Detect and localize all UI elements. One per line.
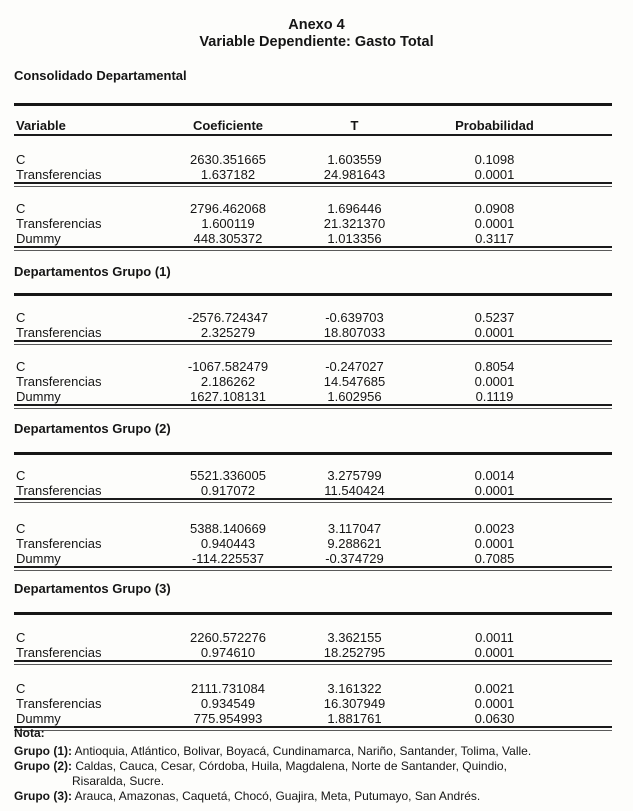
nota-item-grupo-2-continuation: Risaralda, Sucre. <box>72 774 165 788</box>
cell-t: 1.603559 <box>327 152 382 167</box>
block-separator-rule <box>14 660 612 665</box>
block-separator-rule <box>14 340 612 345</box>
cell-coeficiente: 2.186262 <box>200 374 256 389</box>
cell-variable: C <box>16 359 26 374</box>
nota-item-label: Grupo (3): <box>14 789 72 803</box>
cell-variable: C <box>16 310 26 325</box>
cell-t: 1.881761 <box>327 711 382 726</box>
cell-t: 3.362155 <box>327 630 382 645</box>
table-row <box>14 696 612 711</box>
column-header-coeficiente: Coeficiente <box>192 118 264 133</box>
document-title: Anexo 4 <box>288 17 345 33</box>
table-row <box>14 201 612 216</box>
table-row <box>14 681 612 696</box>
cell-variable: C <box>16 468 26 483</box>
document-subtitle: Variable Dependiente: Gasto Total <box>199 34 434 50</box>
cell-probabilidad: 0.0908 <box>474 201 515 216</box>
table-grupo-3 <box>14 612 612 731</box>
cell-t: 1.696446 <box>327 201 382 216</box>
header-rule <box>14 134 612 136</box>
cell-coeficiente: 775.954993 <box>193 711 263 726</box>
table-row <box>14 521 612 536</box>
cell-t: 18.807033 <box>323 325 386 340</box>
table-row <box>14 711 612 726</box>
table-bottom-rule <box>14 246 612 251</box>
cell-probabilidad: 0.0014 <box>474 468 515 483</box>
cell-coeficiente: -1067.582479 <box>187 359 269 374</box>
cell-variable: Transferencias <box>16 645 102 660</box>
cell-t: 11.540424 <box>324 483 385 498</box>
cell-variable: C <box>16 521 26 536</box>
cell-t: 14.547685 <box>323 374 386 389</box>
column-header-variable: Variable <box>16 118 66 133</box>
cell-probabilidad: 0.0021 <box>474 681 515 696</box>
cell-t: 9.288621 <box>327 536 382 551</box>
nota-item-grupo-3 <box>14 789 612 804</box>
cell-coeficiente: 448.305372 <box>193 231 263 246</box>
table-row <box>14 645 612 660</box>
section-heading-grupo-3: Departamentos Grupo (3) <box>14 581 171 596</box>
table-row <box>14 536 612 551</box>
block-separator-rule <box>14 498 612 503</box>
cell-variable: Transferencias <box>16 696 102 711</box>
cell-t: 3.275799 <box>327 468 382 483</box>
table-row <box>14 630 612 645</box>
cell-probabilidad: 0.0001 <box>474 325 515 340</box>
cell-variable: Dummy <box>16 711 61 726</box>
column-header-probabilidad: Probabilidad <box>455 118 534 133</box>
cell-coeficiente: 5388.140669 <box>190 521 266 536</box>
cell-t: 1.602956 <box>327 389 382 404</box>
table-row <box>14 310 612 325</box>
table-bottom-rule <box>14 566 612 571</box>
cell-probabilidad: 0.3117 <box>475 231 514 246</box>
cell-t: 16.307949 <box>323 696 386 711</box>
cell-probabilidad: 0.0001 <box>474 483 515 498</box>
cell-t: 3.161322 <box>327 681 382 696</box>
cell-t: 1.013356 <box>327 231 382 246</box>
cell-probabilidad: 0.8054 <box>474 359 515 374</box>
table-top-rule <box>14 103 612 106</box>
table-grupo-1 <box>14 293 612 409</box>
cell-t: 3.117047 <box>327 521 382 536</box>
cell-coeficiente: 0.940443 <box>200 536 256 551</box>
cell-probabilidad: 0.0630 <box>474 711 515 726</box>
cell-coeficiente: 2260.572276 <box>190 630 266 645</box>
cell-t: -0.247027 <box>325 359 384 374</box>
table-row <box>14 152 612 167</box>
cell-probabilidad: 0.1119 <box>475 389 514 404</box>
cell-variable: Transferencias <box>16 216 102 231</box>
cell-probabilidad: 0.5237 <box>474 310 515 325</box>
cell-probabilidad: 0.1098 <box>474 152 515 167</box>
table-bottom-rule <box>14 404 612 409</box>
cell-coeficiente: 2111.731084 <box>191 681 265 696</box>
table-top-rule <box>14 612 612 615</box>
cell-probabilidad: 0.0001 <box>474 696 515 711</box>
cell-probabilidad: 0.0001 <box>474 374 515 389</box>
cell-variable: Dummy <box>16 551 61 566</box>
cell-coeficiente: 2796.462068 <box>190 201 266 216</box>
table-row <box>14 167 612 182</box>
table-consolidado <box>14 103 612 251</box>
cell-variable: Dummy <box>16 389 61 404</box>
cell-probabilidad: 0.0001 <box>474 167 515 182</box>
cell-probabilidad: 0.7085 <box>474 551 515 566</box>
cell-t: 24.981643 <box>323 167 386 182</box>
nota-item-grupo-1 <box>14 744 612 759</box>
cell-variable: C <box>16 152 26 167</box>
column-header-t: T <box>350 118 359 133</box>
nota-item-text: Arauca, Amazonas, Caquetá, Chocó, Guajira, Meta, Putumayo, San Andrés. <box>74 789 481 803</box>
cell-coeficiente: -2576.724347 <box>187 310 269 325</box>
table-row <box>14 325 612 340</box>
table-grupo-2 <box>14 452 612 571</box>
cell-t: 18.252795 <box>323 645 386 660</box>
cell-coeficiente: 1.637182 <box>200 167 256 182</box>
table-header-row <box>14 118 612 134</box>
nota-item-label: Grupo (2): <box>14 759 72 773</box>
cell-probabilidad: 0.0001 <box>474 216 515 231</box>
cell-coeficiente: 0.974610 <box>200 645 256 660</box>
cell-coeficiente: 1.600119 <box>201 216 255 231</box>
cell-probabilidad: 0.0001 <box>474 536 515 551</box>
cell-t: -0.639703 <box>325 310 384 325</box>
cell-variable: C <box>16 630 26 645</box>
table-row <box>14 359 612 374</box>
cell-coeficiente: 1627.108131 <box>190 389 266 404</box>
cell-variable: C <box>16 201 26 216</box>
cell-coeficiente: 0.917072 <box>200 483 256 498</box>
nota-item-text: Antioquia, Atlántico, Bolivar, Boyacá, Cundinamarca, Nariño, Santander, Tolima, Valle. <box>74 744 532 758</box>
table-row <box>14 216 612 231</box>
cell-coeficiente: -114.225537 <box>191 551 265 566</box>
nota-item-label: Grupo (1): <box>14 744 72 758</box>
cell-variable: Dummy <box>16 231 61 246</box>
cell-variable: Transferencias <box>16 483 102 498</box>
nota-label: Nota: <box>14 726 45 740</box>
table-row <box>14 374 612 389</box>
table-row <box>14 468 612 483</box>
cell-coeficiente: 0.934549 <box>200 696 256 711</box>
section-heading-grupo-2: Departamentos Grupo (2) <box>14 421 171 436</box>
cell-probabilidad: 0.0023 <box>474 521 515 536</box>
cell-probabilidad: 0.0001 <box>474 645 515 660</box>
table-top-rule <box>14 452 612 455</box>
nota-block <box>14 726 612 804</box>
cell-probabilidad: 0.0011 <box>475 630 514 645</box>
table-top-rule <box>14 293 612 296</box>
cell-t: -0.374729 <box>325 551 384 566</box>
table-row <box>14 389 612 404</box>
cell-variable: C <box>16 681 26 696</box>
cell-coeficiente: 2.325279 <box>200 325 256 340</box>
cell-variable: Transferencias <box>16 325 102 340</box>
nota-item-grupo-2 <box>14 759 612 774</box>
nota-item-text: Caldas, Cauca, Cesar, Córdoba, Huila, Magdalena, Norte de Santander, Quindio, <box>75 759 507 773</box>
cell-variable: Transferencias <box>16 167 102 182</box>
cell-t: 21.321370 <box>323 216 386 231</box>
section-heading-consolidado: Consolidado Departamental <box>14 68 187 83</box>
section-heading-grupo-1: Departamentos Grupo (1) <box>14 264 171 279</box>
block-separator-rule <box>14 182 612 187</box>
cell-variable: Transferencias <box>16 536 102 551</box>
cell-variable: Transferencias <box>16 374 102 389</box>
cell-coeficiente: 5521.336005 <box>190 468 266 483</box>
cell-coeficiente: 2630.351665 <box>190 152 266 167</box>
table-row <box>14 483 612 498</box>
table-row <box>14 551 612 566</box>
table-row <box>14 231 612 246</box>
